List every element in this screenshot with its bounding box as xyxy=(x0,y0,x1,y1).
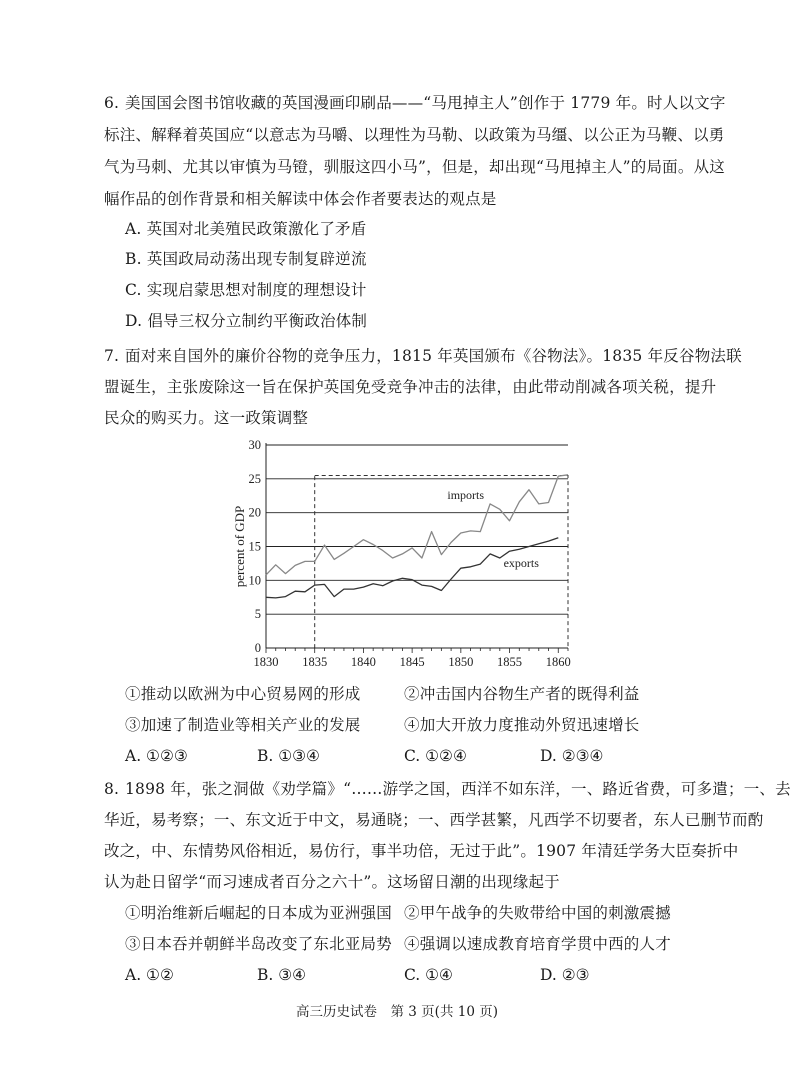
q7-statement-2: ②冲击国内谷物生产者的既得利益 xyxy=(404,685,640,703)
q8-answer-c: C. ①④ xyxy=(404,966,453,984)
page-footer: 高三历史试卷 第 3 页(共 10 页) xyxy=(296,1004,498,1020)
chart-y-tick-labels xyxy=(249,438,262,655)
y-tick-label-20: 20 xyxy=(248,505,261,520)
q6-option-d: D. 倡导三权分立制约平衡政治体制 xyxy=(125,312,368,330)
q6-stem-line-3: 气为马刺、尤其以审慎为马镫，驯服这四小马”，但是，却出现“马甩掉主人”的局面。从这 xyxy=(104,158,725,176)
q6-number: 6. xyxy=(104,94,120,112)
q7-statement-3: ③加速了制造业等相关产业的发展 xyxy=(125,716,361,734)
q6-stem-line-2: 标注、解释着英国应“以意志为马嚼、以理性为马勒、以政策为马缰、以公正为马鞭、以勇 xyxy=(104,126,725,144)
y-tick-label-30: 30 xyxy=(248,438,261,452)
q8-stem-line-1: 1898 年，张之洞做《劝学篇》“……游学之国，西洋不如东洋，一、路近省费，可多遣；一、去 xyxy=(125,780,791,798)
x-tick-label-1845: 1845 xyxy=(399,655,425,669)
chart-x-tick-labels xyxy=(254,655,571,669)
q7-answer-a: A. ①②③ xyxy=(125,747,188,765)
y-tick-label-5: 5 xyxy=(254,607,261,622)
y-tick-label-25: 25 xyxy=(248,471,261,486)
q8-stem-line-3: 改之，中、东情势风俗相近，易仿行，事半功倍，无过于此”。1907 年清廷学务大臣奏折中 xyxy=(104,842,739,860)
q8-statement-3: ③日本吞并朝鲜半岛改变了东北亚局势 xyxy=(125,935,392,953)
y-tick-label-10: 10 xyxy=(248,573,261,588)
trade-line-chart xyxy=(232,434,582,674)
x-tick-label-1840: 1840 xyxy=(350,655,376,669)
q8-stem-line-2: 华近，易考察；一、东文近于中文，易通晓；一、西学甚繁，凡西学不切要者，东人已删节而酌 xyxy=(104,811,764,829)
chart-annotation-imports: imports xyxy=(447,488,485,503)
chart-series xyxy=(266,475,568,598)
x-tick-label-1855: 1855 xyxy=(497,655,523,669)
q8-stem-line-4: 认为赴日留学“而习速成者百分之六十”。这场留日潮的出现缘起于 xyxy=(104,873,560,891)
q8-answer-d: D. ②③ xyxy=(540,966,590,984)
q7-answer-d: D. ②③④ xyxy=(540,747,604,765)
y-tick-label-0: 0 xyxy=(254,641,261,655)
q7-statement-1: ①推动以欧洲为中心贸易网的形成 xyxy=(125,685,361,703)
q8-statement-2: ②甲午战争的失败带给中国的刺激震撼 xyxy=(404,904,671,922)
y-tick-label-15: 15 xyxy=(248,539,261,554)
chart-gridlines xyxy=(266,445,568,614)
q6-option-c: C. 实现启蒙思想对制度的理想设计 xyxy=(125,281,367,299)
q7-number: 7. xyxy=(104,347,120,365)
q6-option-a: A. 英国对北美殖民政策激化了矛盾 xyxy=(125,220,367,238)
q8-answer-a: A. ①② xyxy=(125,966,174,984)
chart-y-axis-label: percent of GDP xyxy=(232,505,247,588)
q7-stem-line-3: 民众的购买力。这一政策调整 xyxy=(104,409,309,427)
q7-answer-b: B. ①③④ xyxy=(257,747,320,765)
x-tick-label-1835: 1835 xyxy=(302,655,328,669)
q6-stem-line-4: 幅作品的创作背景和相关解读中体会作者要表达的观点是 xyxy=(104,190,497,208)
q6-option-b: B. 英国政局动荡出现专制复辟逆流 xyxy=(125,250,367,268)
x-tick-label-1830: 1830 xyxy=(253,655,279,669)
q7-stem-line-2: 盟诞生，主张废除这一旨在保护英国免受竞争冲击的法律，由此带动削减各项关税，提升 xyxy=(104,378,717,396)
q7-statement-4: ④加大开放力度推动外贸迅速增长 xyxy=(404,716,640,734)
x-tick-label-1860: 1860 xyxy=(545,655,571,669)
chart-annotation-exports: exports xyxy=(503,555,539,570)
q7-stem-line-1: 面对来自国外的廉价谷物的竞争压力，1815 年英国颁布《谷物法》。1835 年反谷物法联 xyxy=(125,347,742,365)
q7-answer-c: C. ①②④ xyxy=(404,747,467,765)
q8-number: 8. xyxy=(104,780,120,798)
q8-statement-1: ①明治维新后崛起的日本成为亚洲强国 xyxy=(125,904,392,922)
x-tick-label-1850: 1850 xyxy=(448,655,474,669)
q6-stem-line-1: 美国国会图书馆收藏的英国漫画印刷品——“马甩掉主人”创作于 1779 年。时人以文字 xyxy=(125,94,726,112)
q8-statement-4: ④强调以速成教育培育学贯中西的人才 xyxy=(404,935,671,953)
q8-answer-b: B. ③④ xyxy=(257,966,307,984)
